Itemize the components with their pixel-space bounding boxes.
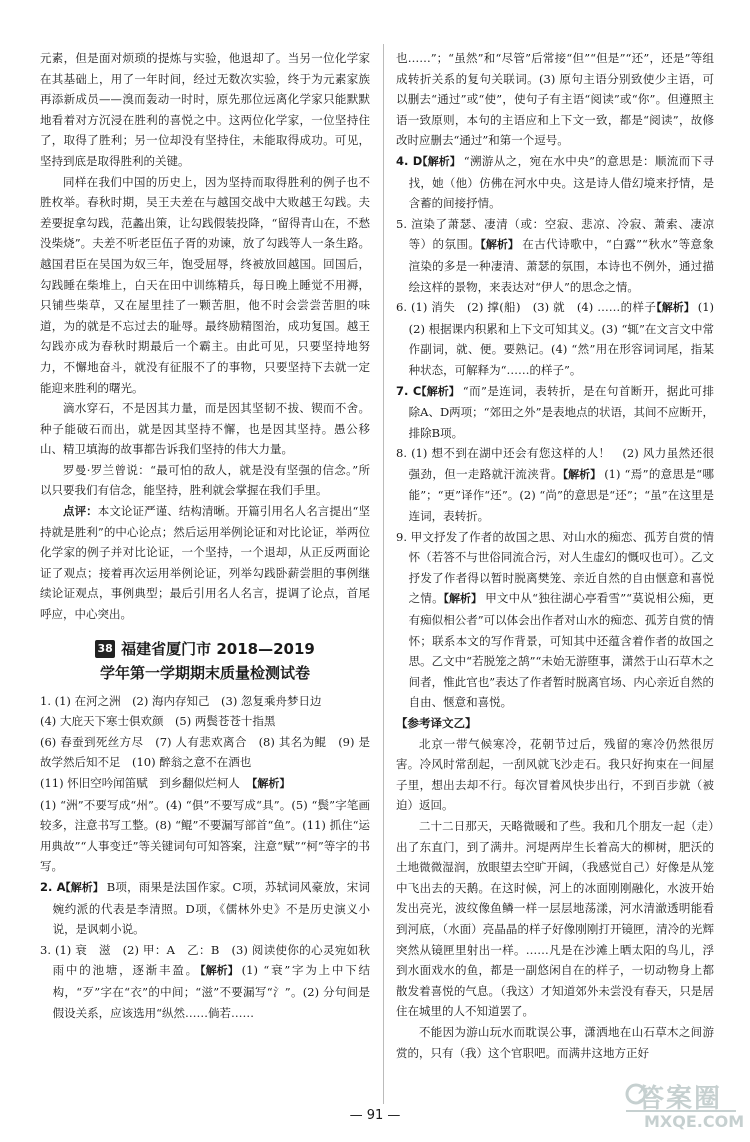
answer-7-key: 7. C (396, 383, 422, 398)
section-title-line-2: 学年第一学期期末质量检测试卷 (99, 663, 310, 682)
analysis-tag: 【解析】 (438, 592, 483, 606)
essay-paragraph-3: 滴水穿石，不是因其力量，而是因其坚韧不拔、锲而不舍。种子能破石而出，就是因其坚持不懈，也是因其坚持。愚公移山、精卫填海的故事都告诉我们坚持的伟大力量。 (40, 401, 370, 457)
answer-6 (396, 297, 714, 380)
answer-2-key: 2. A (40, 879, 66, 894)
analysis-tag: 【解析】 (194, 964, 239, 978)
page-number: — 91 — (349, 1108, 401, 1123)
answer-8-analysis: (1) “焉”的意思是“哪能”；“更”译作“还”。(2) “尚”的意思是“还”；“虽”在这里是连词，表转折。 (408, 466, 714, 524)
answer-9-analysis: 甲文中从“独往湖心亭看雪”“莫说相公痴，更有痴似相公者”可以体会出作者对山水的痴恋、孤芳自赏的情怀；联系本文的写作背景，可知其中还蕴含着作者的故国之思。乙文中“若脱笼之鹄”“未始无游堕事，潇然于山石草木之间者，惟此官也”表达了作者暂时脱离官场、内心亲近自然的自由、惬意和喜悦。 (408, 591, 715, 710)
answer-8 (396, 443, 714, 526)
watermark-logo (624, 1076, 745, 1136)
answer-1-line-1: 1. (1) 在河之洲 (2) 海内存知己 (3) 忽复乘舟梦日边 (40, 693, 322, 708)
analysis-tag: 【解析】 (650, 301, 695, 315)
section-title-line-1 (40, 637, 370, 661)
answer-9-key: 9. 甲文抒发了作者的故国之思、对山水的痴恋、孤芳自赏的情怀（若答不与世俗同流合污，对人生虚幻的慨叹也可）。乙文抒发了作者得以暂时脱离樊笼、亲近自然的自由惬意和喜悦之情。 (396, 529, 714, 606)
answer-1-line-4-text: (11) 怀旧空吟闻笛赋 到乡翻似烂柯人 (40, 776, 240, 790)
comment-text: 本文论证严谨、结构清晰。开篇引用名人名言提出“坚持就是胜利”的中心论点；然后运用举例论证和对比论证，举两位化学家的例子并对比论证，一个坚持，一个退却，从正反两面论证了观点；接着再次运用举例论证，列举勾践卧薪尝胆的事例继续论证观点，事例典型；最后引用名人名言，提调了论点，首尾呼应，中心突出。 (40, 504, 370, 622)
analysis-tag: 【解析】 (415, 384, 460, 398)
answer-8-key: 8. (1) 想不到在湖中还会有您这样的人！ (2) 风力虽然还很强劲，但一走路就汗流浃背。 (396, 446, 714, 481)
analysis-tag: 【解析】 (557, 467, 602, 481)
section-title-text-1: 福建省厦门市 2018—2019 (121, 639, 315, 658)
right-column (396, 48, 714, 1063)
analysis-tag: 【解析】 (59, 880, 104, 894)
watermark-text: 答案圈 (638, 1084, 723, 1114)
section-heading (40, 637, 370, 685)
answer-3-key: 3. (1) 衰 滋 (2) 甲：A 乙：B (3) 阅读使你的心灵宛如秋雨中的池塘，逐渐丰盈。 (40, 942, 370, 978)
answer-5-analysis: 在古代诗歌中，“白露”“秋水”等意象渲染的多是一种凄清、萧瑟的氛围，本诗也不例外，通过描绘这样的景物，来表达对“伊人”的思念之情。 (408, 237, 715, 294)
analysis-tag: 【解析】 (246, 777, 291, 790)
answer-1-line-2: (4) 大庇天下寒士俱欢颜 (5) 两鬓苍苍十指黑 (40, 714, 276, 729)
answer-6-analysis: (1)(2) 根据课内积累和上下文可知其义。(3) “辄”在文言文中常作副词，就、便。要熟记。(4) “然”用在形容词词尾，指某种状态，可解释为“……的样子”。 (408, 300, 714, 377)
answer-1-line-3: (6) 春蚕到死丝方尽 (7) 人有悲欢离合 (8) 其名为鲲 (9) 是故学然后知不足 (10) 醉翁之意不在酒也 (40, 734, 370, 770)
watermark-url: MXQE.COM (644, 1112, 745, 1131)
translation-paragraph-3: 不能因为游山玩水而耽误公事，潇洒地在山石草木之间游赏的，只有（我）这个官职吧。而满井这地方正好 (396, 1024, 714, 1060)
answer-1-line-4 (40, 773, 370, 795)
answer-4-key: 4. D (396, 153, 423, 168)
answer-9 (396, 527, 714, 713)
column-divider (383, 44, 384, 1104)
essay-paragraph-2: 同样在我们中国的历史上，因为坚持而取得胜利的例子也不胜枚举。春秋时期，吴王夫差在与越国交战中大败越王勾践。夫差要捉拿勾践，范蠡出策，让勾践假装投降，“留得青山在，不愁没柴烧”。夫差不听老臣伍子胥的劝谏，放了勾践等人一条生路。越国君臣在吴国为奴三年，饱受屈辱，终被放回越国。回国后，勾践睡在柴堆上，白天在田中训练精兵，每日晚上睡觉不用褥，只铺些柴草，又在屋里挂了一颗苦胆，他不时会尝尝苦胆的味道，为的就是不忘过去的耻辱。最终励精图治，成功复国。越王勾践亦成为春秋时期最后一个霸主。由此可见，只要坚持地努力，不懈地奋斗，就没有征服不了的事物，只要坚持下去就一定能迎来胜利的曙光。 (40, 174, 370, 395)
answer-4 (396, 151, 714, 214)
answer-2-analysis: B项，雨果是法国作家。C项，苏轼词风豪放，宋词婉约派的代表是李清照。D项，《儒林外史》不是历史演义小说，是讽刺小说。 (52, 879, 371, 937)
answer-1-analysis: (1) “洲”不要写成“州”。(4) “俱”不要写成“具”。(5) “鬓”字笔画较多，注意书写工整。(8) “鲲”不要漏写部首“鱼”。(11) 抓住“运用典故”“人事变迁”等关键词句可知答案，注意“赋”“柯”等字的书写。 (40, 797, 370, 874)
answer-4-analysis: “溯游从之，宛在水中央”的意思是：顺流而下寻找，她（他）仿佛在河水中央。这是诗人借幻境来抒情，是含蓄的间接抒情。 (408, 153, 714, 211)
left-column (40, 48, 370, 1023)
translation-paragraph-2: 二十二日那天，天略微暖和了些。我和几个朋友一起（走）出了东直门，到了满井。河堤两岸生长着高大的柳树，肥沃的土地微微湿润，放眼望去空旷开阔，（我感觉自己）好像是从笼中飞出去的天鹅。在这时候，河上的冰面刚刚融化，水波开始发出亮光，波纹像鱼鳞一样一层层地荡漾，河水清澈透明能看到河底，（水面）亮晶晶的样子好像刚刚打开镜匣，清冷的光辉突然从镜匣里射出一样。……凡是在沙滩上晒太阳的鸟儿，浮到水面戏水的鱼，都是一副悠闲自在的样子，一切动物身上都散发着喜悦的气息。（我这）才知道郊外未尝没有春天，只是居住在城里的人不知道罢了。 (396, 818, 714, 1019)
essay-comment (40, 501, 370, 625)
reference-translation-label: 【参考译文乙】 (396, 716, 477, 730)
analysis-tag: 【解析】 (416, 154, 461, 168)
section-number-badge: 38 (95, 640, 115, 658)
translation-paragraph-1: 北京一带气候寒冷，花朝节过后，残留的寒冷仍然很厉害。冷风时常刮起，一刮风就飞沙走石。我只好拘束在一间屋子里，想出去却不行。每次冒着风快步出行，不到百步就（被迫）返回。 (396, 736, 714, 813)
answer-7 (396, 381, 714, 444)
essay-paragraph-4: 罗曼·罗兰曾说：“最可怕的敌人，就是没有坚强的信念。”所以只要我们有信念，能坚持，胜利就会掌握在我们手里。 (40, 462, 370, 498)
answer-2 (40, 877, 370, 940)
analysis-tag: 【解析】 (474, 238, 519, 252)
answer-3 (40, 940, 370, 1023)
answer-6-key: 6. (1) 消失 (2) 撑(船) (3) 就 (4) ……的样子 (396, 300, 657, 315)
answer-7-analysis: “而”是连词，表转折，是在句首断开，据此可排除A、D两项；“郊田之外”是表地点的状语，其间不应断开，排除B项。 (408, 383, 714, 440)
comment-label: 点评： (63, 504, 98, 519)
essay-paragraph-1: 元素，但是面对烦琐的提炼与实验，他退却了。当另一位化学家在其基础上，用了一年时间，经过无数次实验，终于为元素家族再添新成员——溴而轰动一时时，原先那位远离化学家只能默默地看着对方沉浸在胜利的喜悦之中。这两位化学家，一位坚持住了，取得了胜利；另一位却没有坚持住，未能取得成功。可见，坚持到底是取得胜利的关键。 (40, 51, 370, 168)
answer-3-continued: 也……”；“虽然”和“尽管”后常接“但”“但是”“还”，还是”等组成转折关系的复句关联词。(3) 原句主语分别致使少主语，可以删去“通过”或“使”，使句子有主语“阅读”或“你”。但遵照主语一致原则，本句的主语应和上下文一致，都是“阅读”，故修改时应删去“通过”和第一个逗号。 (396, 51, 714, 148)
answer-3-analysis: (1) “衰”字为上中下结构，“歹”字在“衣”的中间；“滋”不要漏写“氵”。(2) 分句间是假设关系，应该选用“纵然……倘若…… (52, 963, 371, 1020)
answer-5 (396, 214, 714, 297)
answer-5-key: 5. 渲染了萧瑟、凄清（或：空寂、悲凉、冷寂、萧索、凄凉等）的氛围。 (396, 216, 714, 252)
